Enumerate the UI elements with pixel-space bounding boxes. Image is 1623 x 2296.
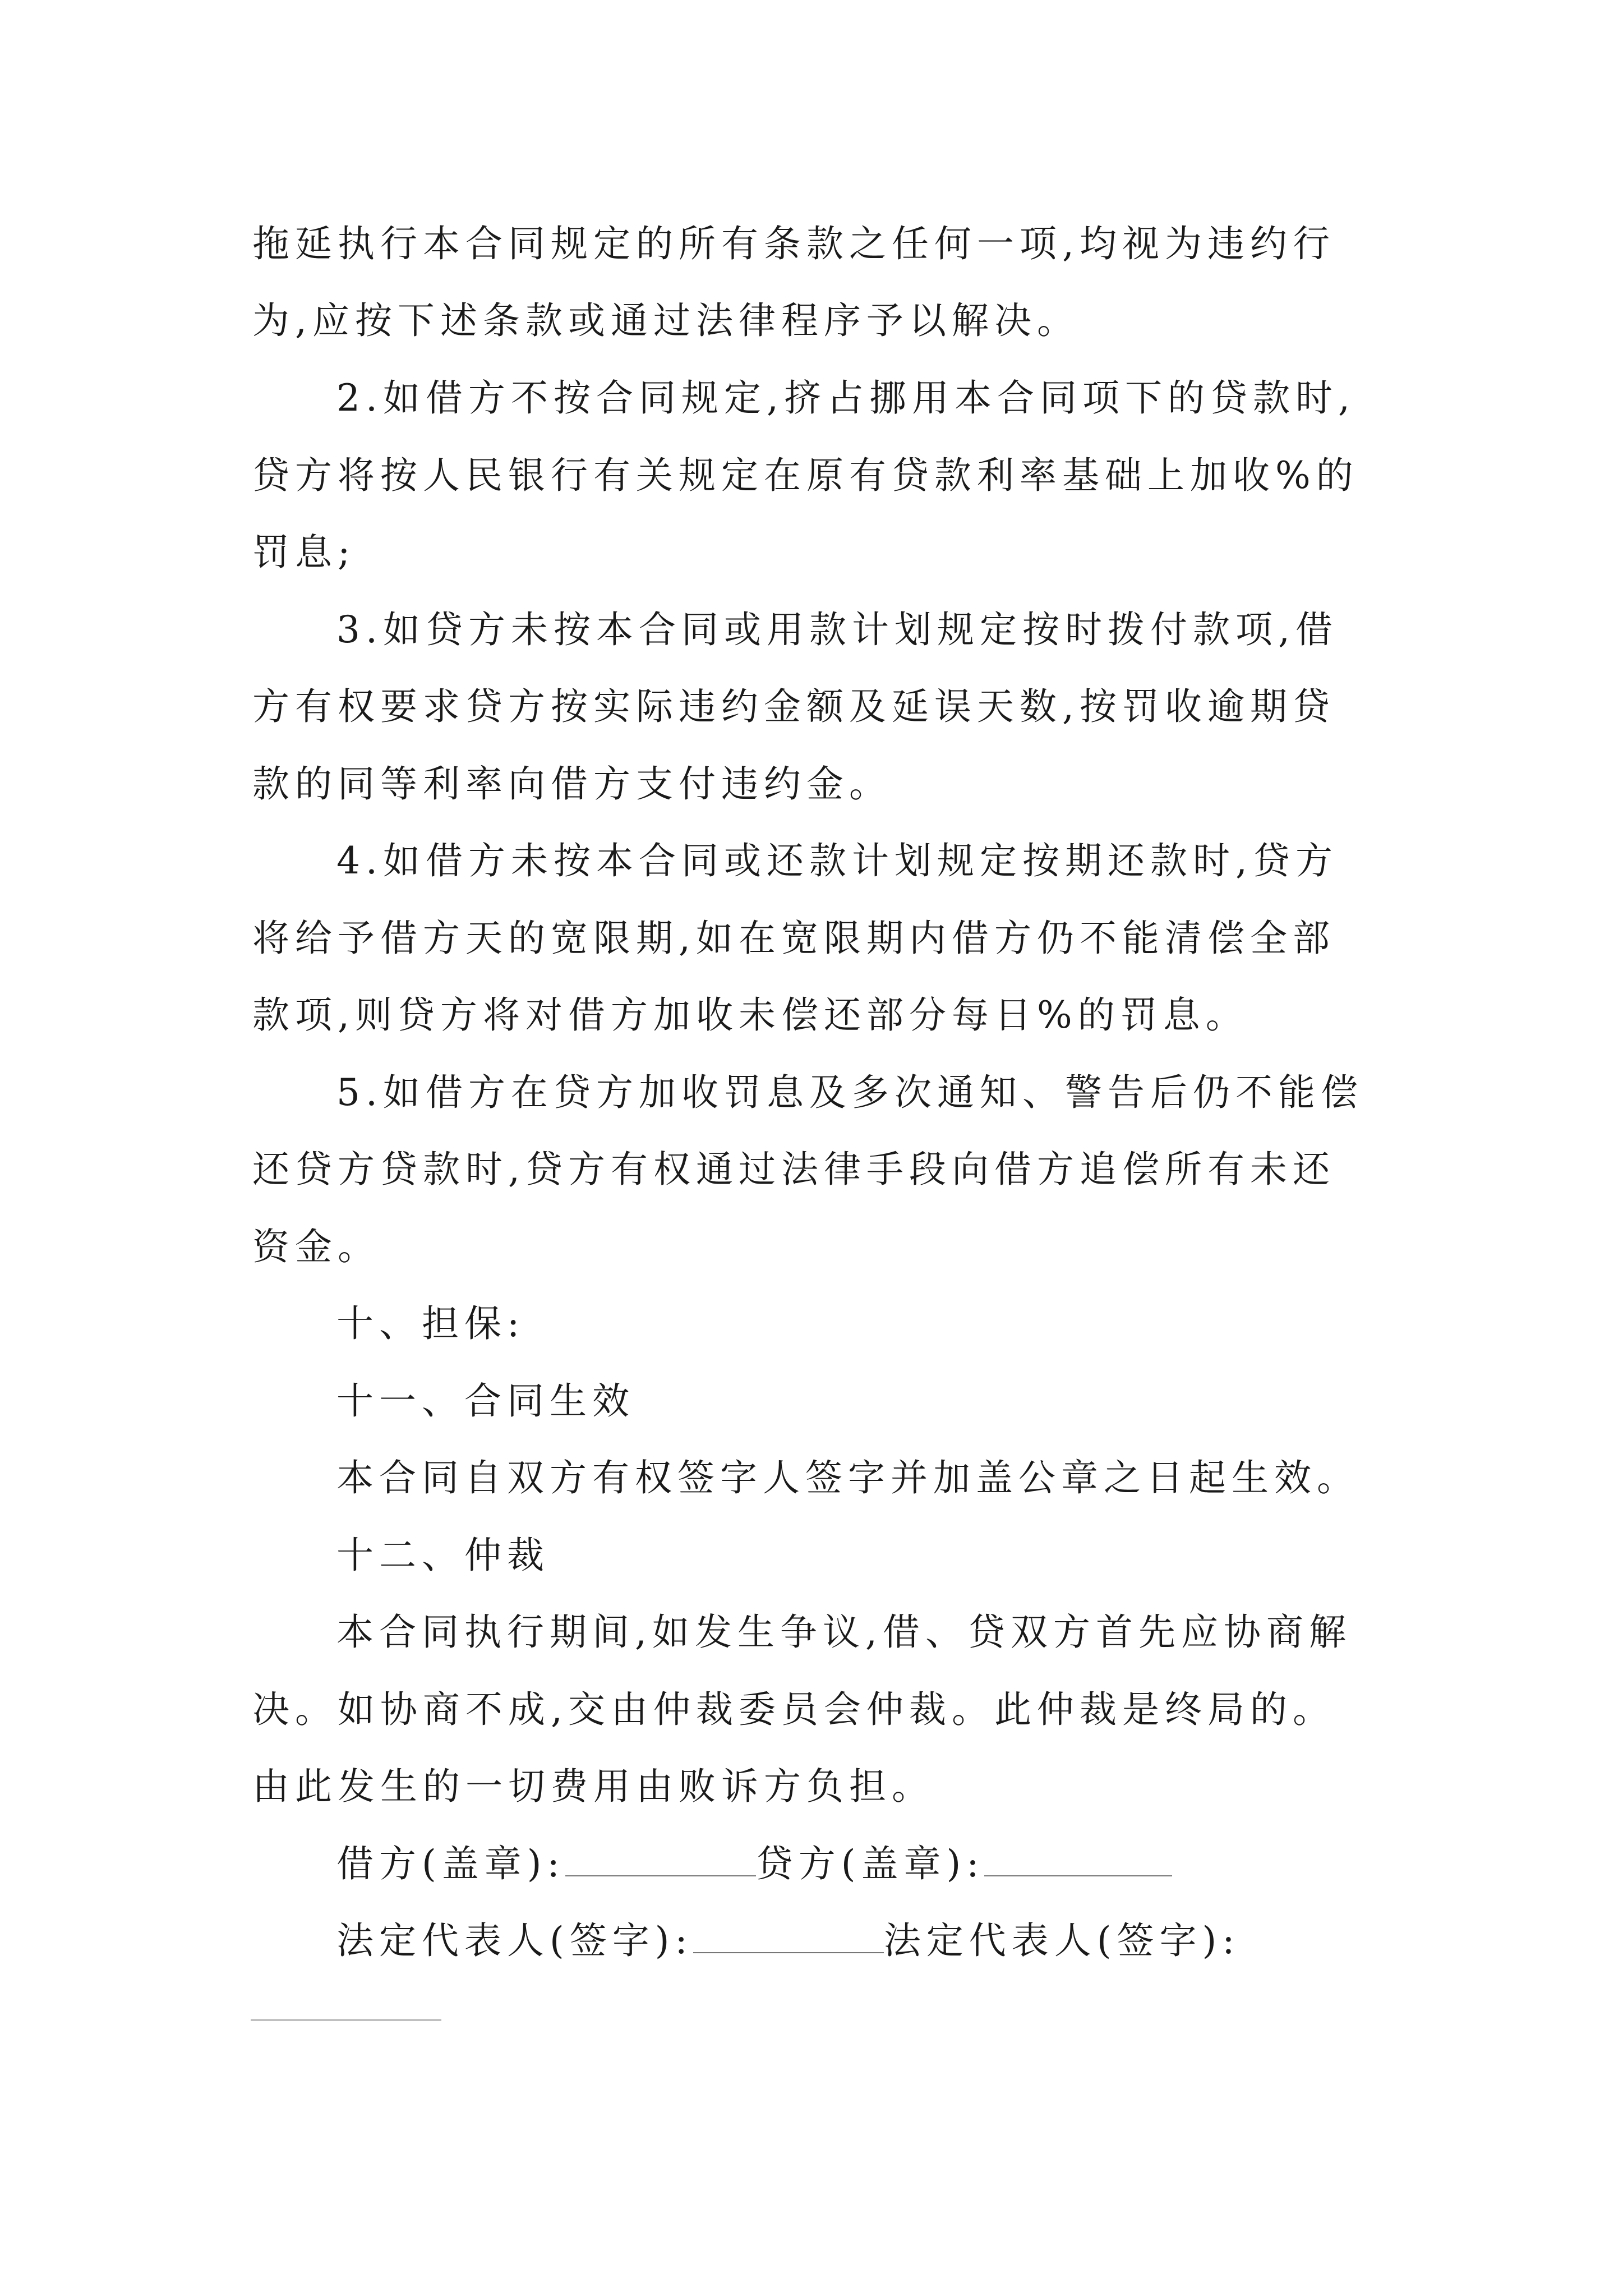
body-line: 将给予借方天的宽限期,如在宽限期内借方仍不能清偿全部 (252, 917, 1335, 960)
body-line: 贷方将按人民银行有关规定在原有贷款利率基础上加收%的 (252, 454, 1359, 497)
body-line: 款项,则贷方将对借方加收未偿还部分每日%的罚息。 (252, 993, 1248, 1037)
clause-4-line: 4.如借方未按本合同或还款计划规定按期还款时,贷方 (336, 839, 1338, 882)
body-line: 本合同自双方有权签字人签字并加盖公章之日起生效。 (336, 1456, 1359, 1499)
body-line: 罚息; (252, 531, 356, 574)
lender-seal-label: 贷方(盖章): (755, 1842, 985, 1885)
seal-line (336, 1842, 1172, 1885)
signature-line (336, 1919, 1241, 1962)
body-line: 款的同等利率向借方支付违约金。 (252, 762, 892, 806)
body-line: 为,应按下述条款或通过法律程序予以解决。 (252, 299, 1080, 342)
section-heading-effectiveness: 十一、合同生效 (336, 1379, 635, 1423)
section-heading-guarantee: 十、担保: (336, 1302, 525, 1345)
borrower-seal-label: 借方(盖章): (336, 1842, 565, 1885)
body-line: 方有权要求贷方按实际违约金额及延误天数,按罚收逾期贷 (252, 685, 1335, 728)
clause-3-line: 3.如贷方未按本合同或用款计划规定按时拨付款项,借 (336, 608, 1338, 651)
clause-2-line: 2.如借方不按合同规定,挤占挪用本合同项下的贷款时, (336, 376, 1355, 420)
borrower-seal-blank (565, 1846, 756, 1876)
body-line: 决。如协商不成,交由仲裁委员会仲裁。此仲裁是终局的。 (252, 1688, 1335, 1731)
section-heading-arbitration: 十二、仲裁 (336, 1534, 550, 1577)
lender-seal-blank (984, 1846, 1172, 1876)
body-line: 还贷方贷款时,贷方有权通过法律手段向借方追偿所有未还 (252, 1148, 1335, 1191)
body-line: 由此发生的一切费用由败诉方负担。 (252, 1765, 934, 1808)
footnote-rule (251, 2019, 441, 2021)
body-line: 拖延执行本合同规定的所有条款之任何一项,均视为违约行 (252, 222, 1335, 265)
body-line: 资金。 (252, 1225, 380, 1268)
lender-rep-label: 法定代表人(签字): (883, 1919, 1241, 1962)
borrower-rep-blank (693, 1923, 884, 1953)
borrower-rep-label: 法定代表人(签字): (336, 1919, 693, 1962)
clause-5-line: 5.如借方在贷方加收罚息及多次通知、警告后仍不能偿 (336, 1071, 1363, 1114)
body-line: 本合同执行期间,如发生争议,借、贷双方首先应协商解 (336, 1611, 1352, 1654)
